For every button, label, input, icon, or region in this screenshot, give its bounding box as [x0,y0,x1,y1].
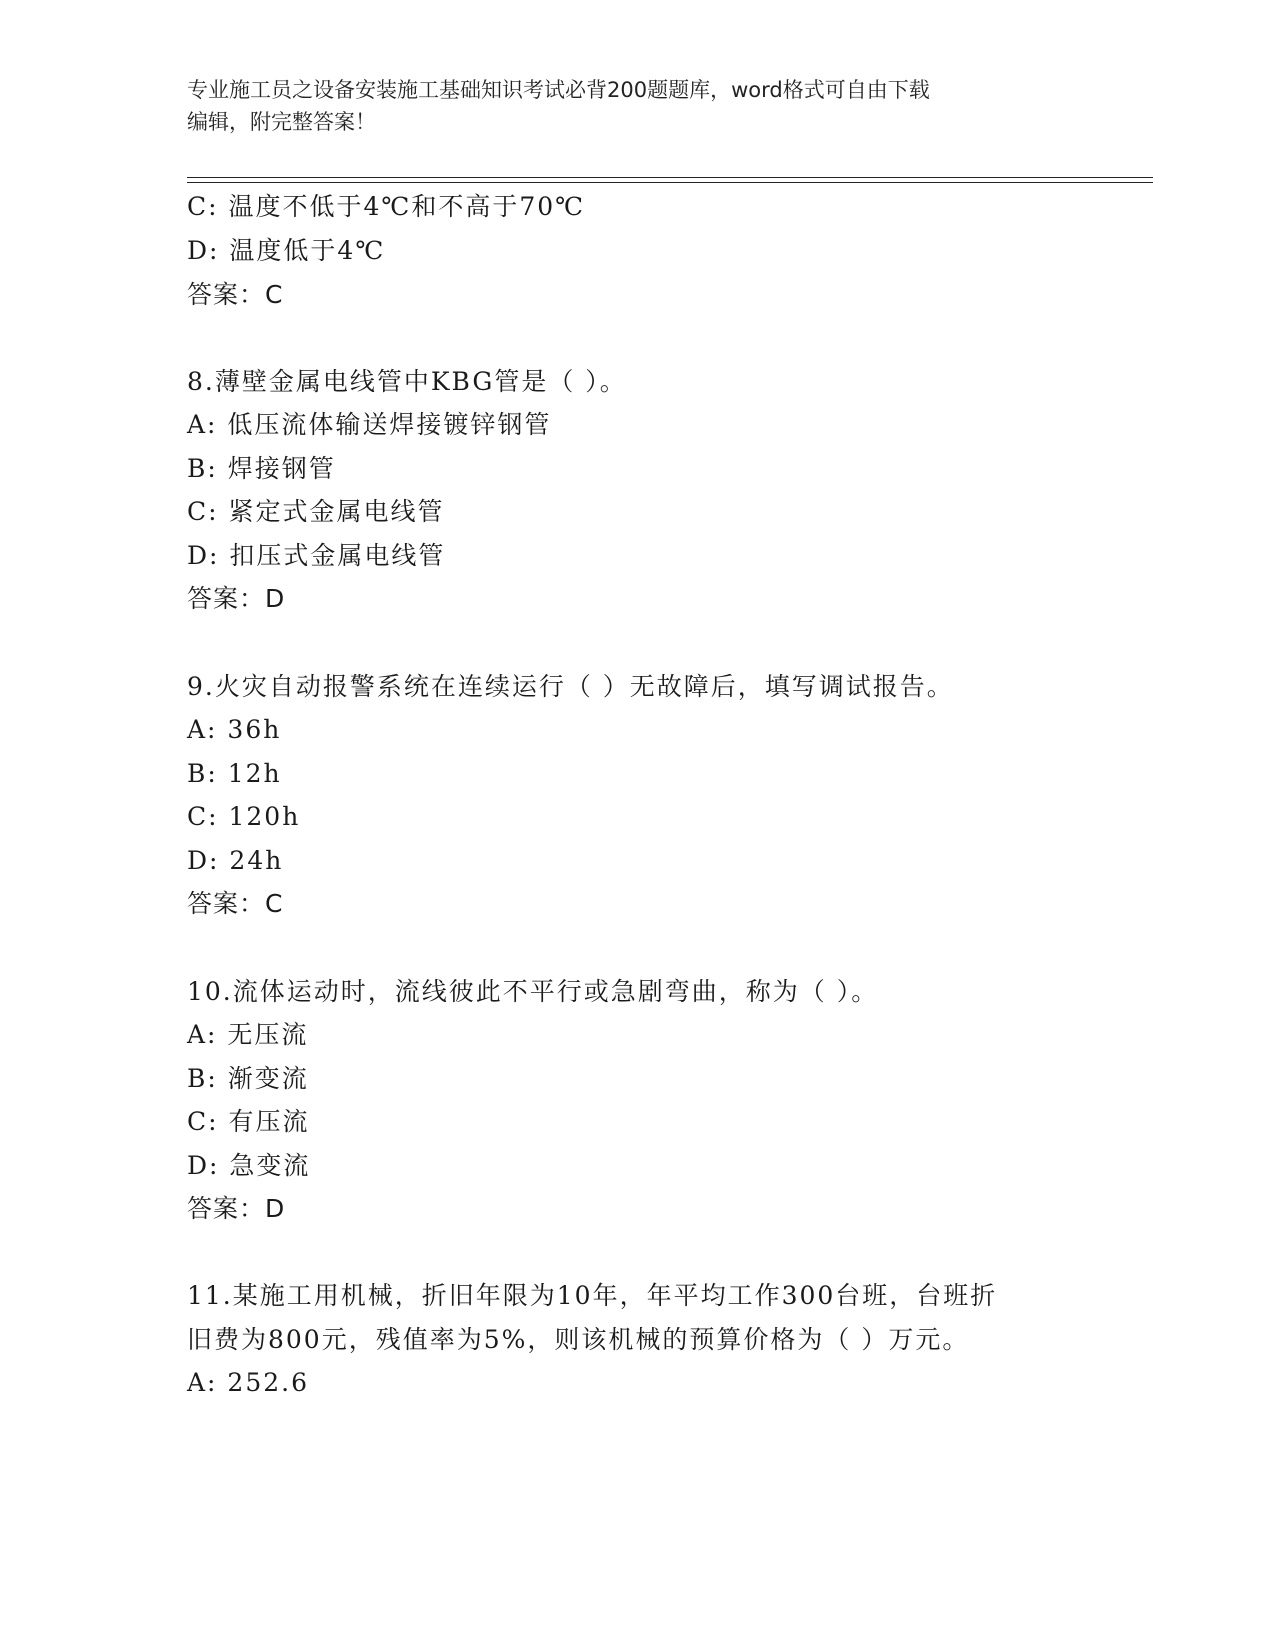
q8-option-b: B: 焊接钢管 [187,454,336,483]
q8-question: 8.薄壁金属电线管中KBG管是（ ）。 [187,367,627,396]
q11-option-a: A: 252.6 [187,1368,309,1397]
q9-answer: 答案：C [187,889,284,918]
header-rule-bottom [187,182,1153,183]
q10-option-a: A: 无压流 [187,1020,309,1049]
q11-question-line-2: 旧费为800元，残值率为5%，则该机械的预算价格为（ ）万元。 [187,1325,970,1354]
q10-answer: 答案：D [187,1194,286,1223]
q10-option-b: B: 渐变流 [187,1064,309,1093]
q10-option-d: D: 急变流 [187,1151,311,1180]
document-header [187,74,1067,138]
q7-option-d: D: 温度低于4℃ [187,236,386,265]
q8-option-c: C: 紧定式金属电线管 [187,497,445,526]
header-title-line-1: 专业施工员之设备安装施工基础知识考试必背200题题库，word格式可自由下载 [187,78,930,102]
header-rule-top [187,177,1153,178]
q7-option-c: C: 温度不低于4℃和不高于70℃ [187,192,586,221]
q10-option-c: C: 有压流 [187,1107,310,1136]
q9-option-d: D: 24h [187,846,284,875]
q8-option-d: D: 扣压式金属电线管 [187,541,446,570]
q7-answer: 答案：C [187,280,284,309]
q9-option-c: C: 120h [187,802,301,831]
q8-answer: 答案：D [187,584,286,613]
q9-question: 9.火灾自动报警系统在连续运行（ ）无故障后，填写调试报告。 [187,672,954,701]
q8-option-a: A: 低压流体输送焊接镀锌钢管 [187,410,552,439]
q9-option-b: B: 12h [187,759,282,788]
q11-question-line-1: 11.某施工用机械，折旧年限为10年，年平均工作300台班，台班折 [187,1281,998,1310]
header-title-line-2: 编辑，附完整答案！ [187,110,376,134]
q10-question: 10.流体运动时，流线彼此不平行或急剧弯曲，称为（ ）。 [187,977,879,1006]
q9-option-a: A: 36h [187,715,282,744]
